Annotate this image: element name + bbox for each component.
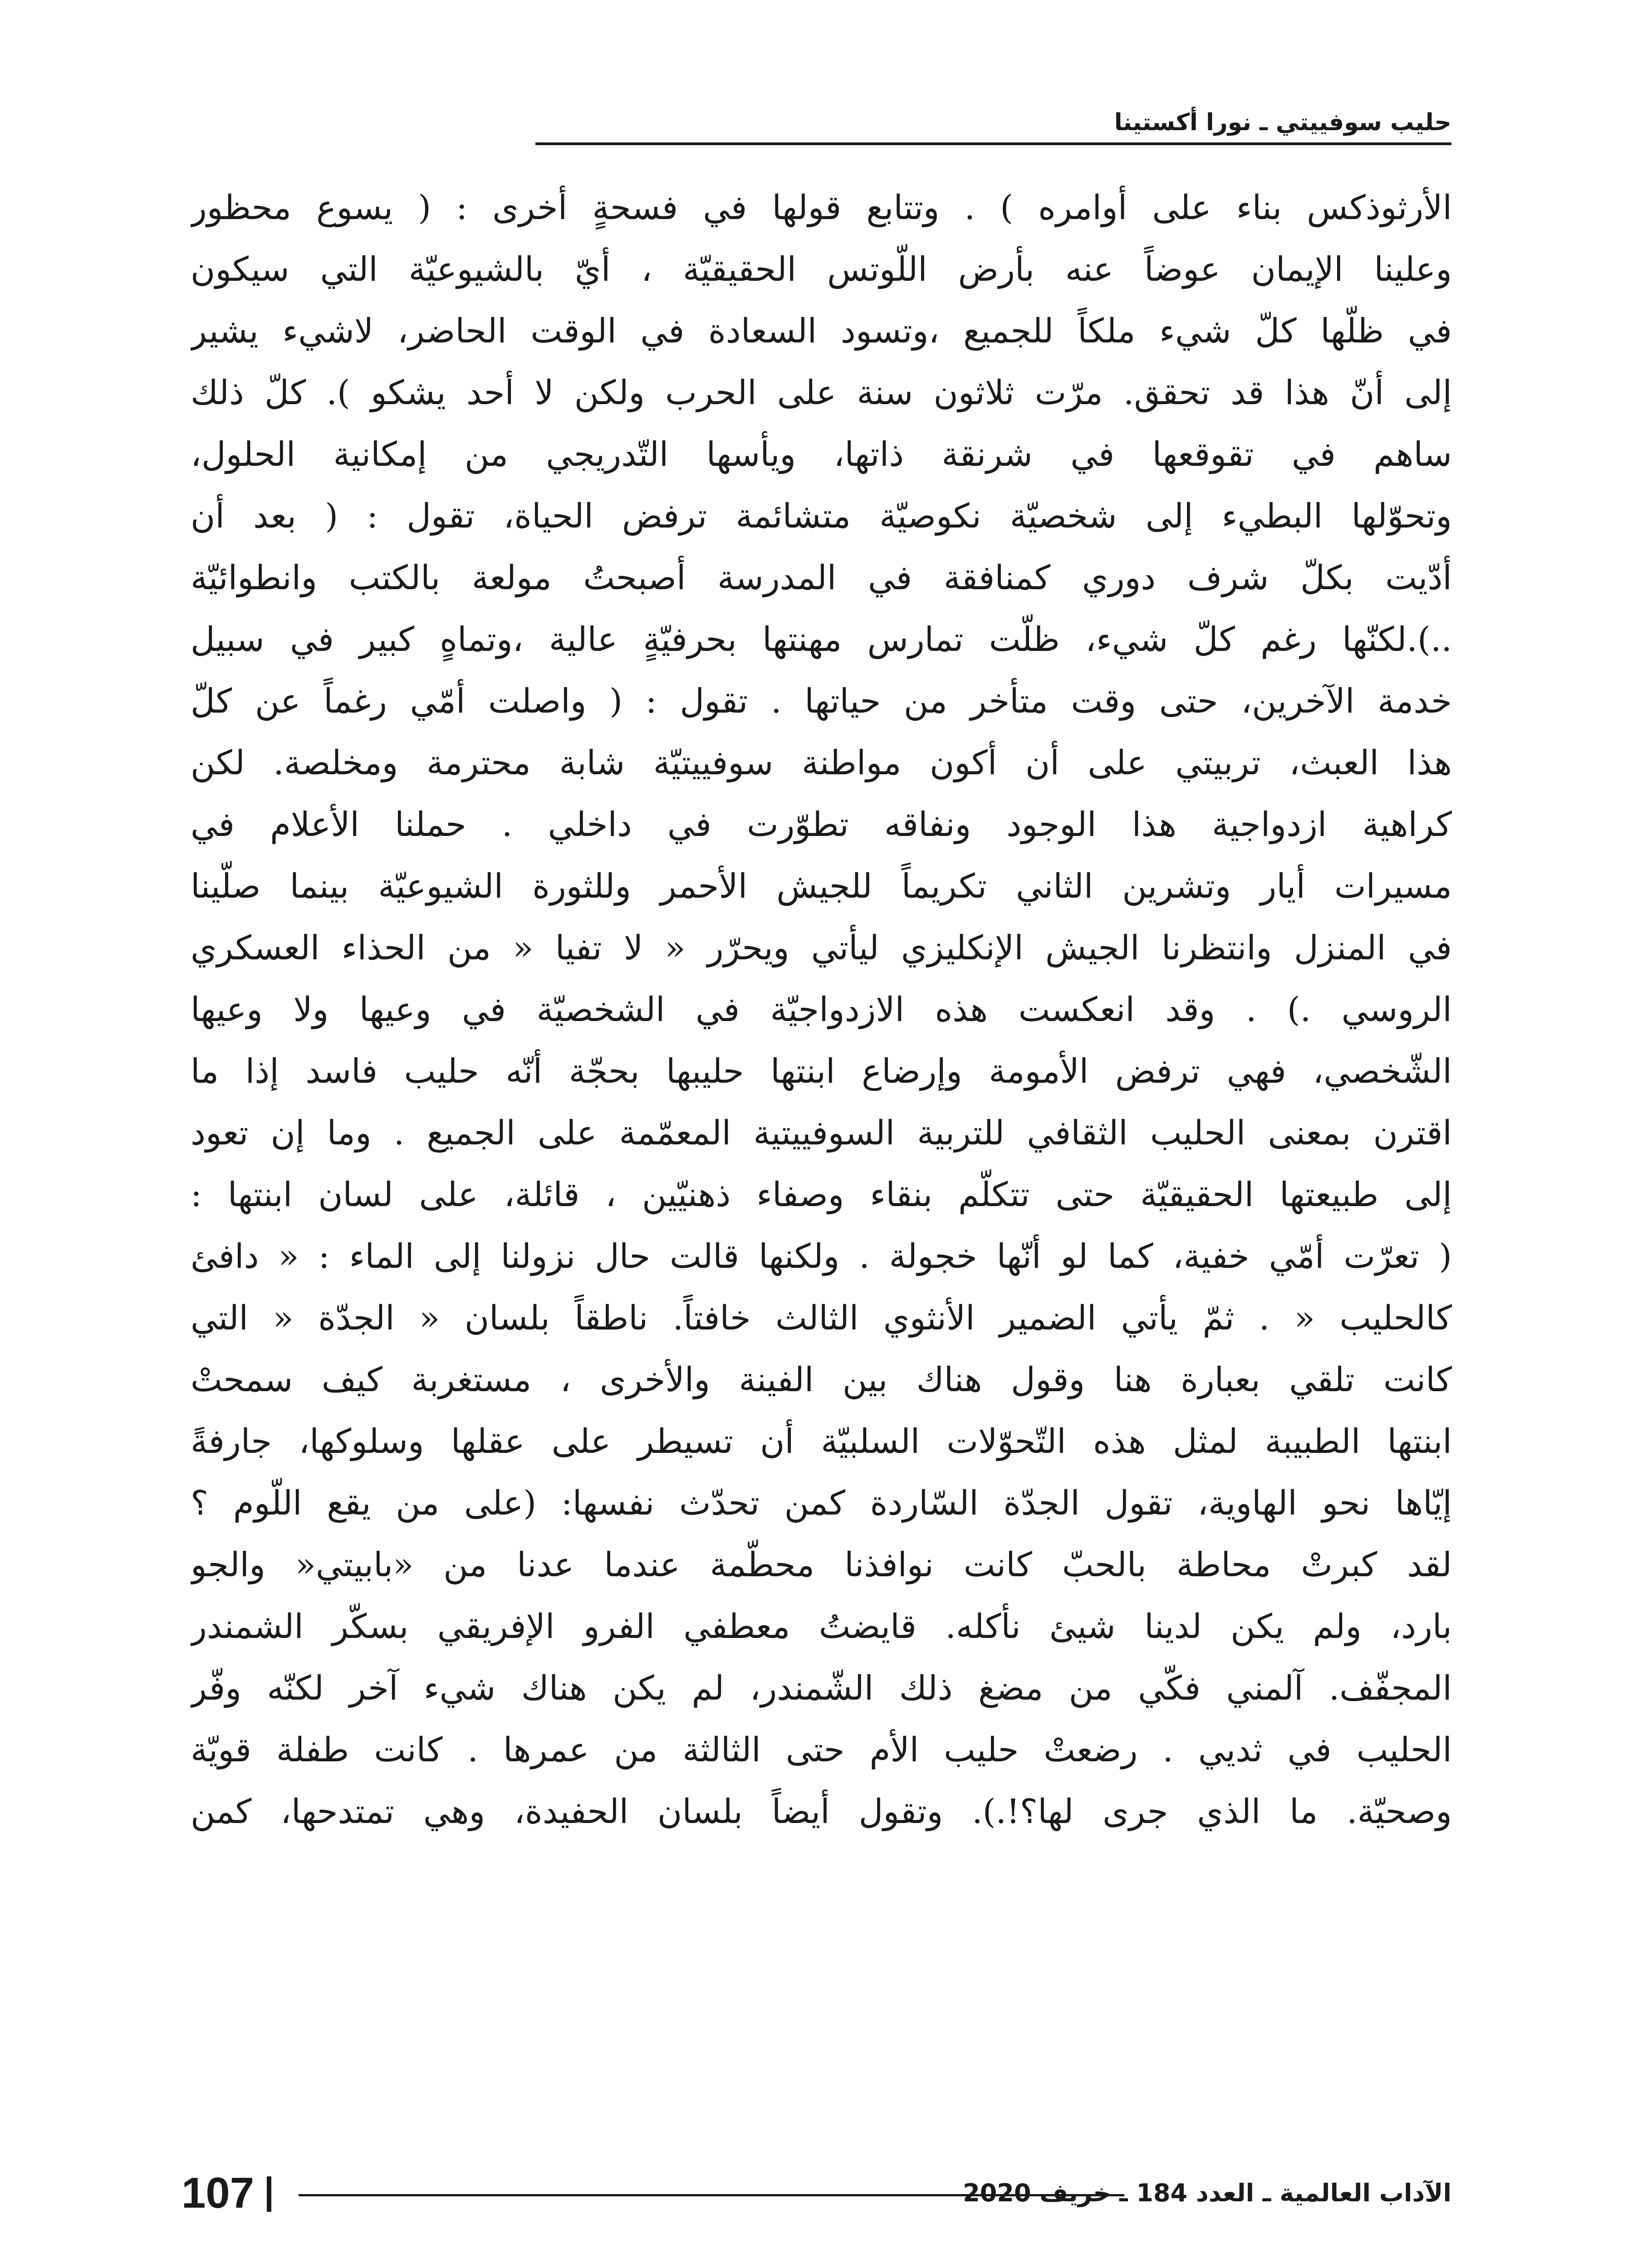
text-line: خدمة الآخرين، حتى وقت متأخر من حياتها . تقول : ( واصلت أمّي رغماً عن كلّ <box>191 682 1452 721</box>
text-line: ( تعرّت أمّي خفية، كما لو أنّها خجولة . ولكنها قالت حال نزولنا إلى الماء : « دافئ <box>191 1237 1452 1276</box>
text-line: كراهية ازدواجية هذا الوجود ونفاقه تطوّرت في داخلي . حملنا الأعلام في <box>191 805 1452 844</box>
text-line: مسيرات أيار وتشرين الثاني تكريماً للجيش الأحمر وللثورة الشيوعيّة بينما صلّينا <box>191 867 1452 906</box>
text-line: إلى طبيعتها الحقيقيّة حتى تتكلّم بنقاء وصفاء ذهنيّين ، قائلة، على لسان ابنتها : <box>191 1175 1452 1214</box>
text-line: الحليب في ثديي . رضعتْ حليب الأم حتى الثالثة من عمرها . كانت طفلة قويّة <box>191 1730 1452 1769</box>
article-body <box>191 177 1452 1843</box>
text-line: في ظلّها كلّ شيء ملكاً للجميع ،وتسود السعادة في الوقت الحاضر، لاشيء يشير <box>191 312 1452 351</box>
text-line: وتحوّلها البطيء إلى شخصيّة نكوصيّة متشائمة ترفض الحياة، تقول : ( بعد أن <box>191 497 1452 536</box>
text-line: اقترن بمعنى الحليب الثقافي للتربية السوفييتية المعمّمة على الجميع . وما إن تعود <box>191 1114 1452 1153</box>
running-header <box>535 104 1451 145</box>
text-line: بارد، ولم يكن لدينا شيئ نأكله. قايضتُ معطفي الفرو الإفريقي بسكّر الشمندر <box>191 1607 1452 1646</box>
text-line: المجفّف. آلمني فكّي من مضغ ذلك الشّمندر، لم يكن هناك شيء آخر لكنّه وفّر <box>191 1669 1452 1708</box>
text-line: كانت تلقي بعبارة هنا وقول هناك بين الفينة والأخرى ، مستغربة كيف سمحتْ <box>191 1360 1452 1399</box>
header-rule <box>535 142 1451 145</box>
text-line: الشّخصي، فهي ترفض الأمومة وإرضاع ابنتها حليبها بحجّة أنّه حليب فاسد إذا ما <box>191 1052 1452 1091</box>
text-line: إلى أنّ هذا قد تحقق. مرّت ثلاثون سنة على الحرب ولكن لا أحد يشكو ). كلّ ذلك <box>191 373 1452 412</box>
text-line: لقد كبرتْ محاطة بالحبّ كانت نوافذنا محطّمة عندما عدنا من «بابيتي« والجو <box>191 1545 1452 1584</box>
text-line: وعلينا الإيمان عوضاً عنه بأرض اللّوتس الحقيقيّة ، أيّ بالشيوعيّة التي سيكون <box>191 250 1452 289</box>
text-line: هذا العبث، تربيتي على أن أكون مواطنة سوفييتيّة شابة محترمة ومخلصة. لكن <box>191 743 1452 782</box>
text-line: الأرثوذكس بناء على أوامره ) . وتتابع قولها في فسحةٍ أخرى : ( يسوع محظور <box>191 188 1452 227</box>
text-line: ..).لكنّها رغم كلّ شيء، ظلّت تمارس مهنتها بحرفيّةٍ عالية ،وتماهٍ كبير في سبيل <box>191 620 1452 659</box>
text-line: ساهم في تقوقعها في شرنقة ذاتها، ويأسها التّدريجي من إمكانية الحلول، <box>191 435 1452 474</box>
page-number-divider <box>267 2176 271 2212</box>
text-line: وصحيّة. ما الذي جرى لها؟!.). وتقول أيضاً بلسان الحفيدة، وهي تمتدحها، كمن <box>191 1792 1452 1831</box>
text-line: ابنتها الطبيبة لمثل هذه التّحوّلات السلبيّة أن تسيطر على عقلها وسلوكها، جارفةً <box>191 1422 1452 1461</box>
page-footer <box>181 2168 1451 2218</box>
text-line: إيّاها نحو الهاوية، تقول الجدّة السّاردة كمن تحدّث نفسها: (على من يقع اللّوم ؟ <box>191 1484 1452 1523</box>
text-line: الروسي .) . وقد انعكست هذه الازدواجيّة في الشخصيّة في وعيها ولا وعيها <box>191 990 1452 1029</box>
running-title: حليب سوفييتي ـ نورا أكستينا <box>1114 109 1451 136</box>
page-number: 107 <box>181 2169 255 2217</box>
journal-issue-info: الآداب العالمية ـ العدد 184 ـ خريف 2020 <box>963 2179 1451 2207</box>
text-line: أدّيت بكلّ شرف دوري كمنافقة في المدرسة أصبحتُ مولعة بالكتب وانطوائيّة <box>191 558 1452 597</box>
text-line: كالحليب « . ثمّ يأتي الضمير الأنثوي الثالث خافتاً. ناطقاً بلسان « الجدّة « التي <box>191 1299 1452 1338</box>
text-line: في المنزل وانتظرنا الجيش الإنكليزي ليأتي ويحرّر « لا تفيا « من الحذاء العسكري <box>191 929 1452 968</box>
